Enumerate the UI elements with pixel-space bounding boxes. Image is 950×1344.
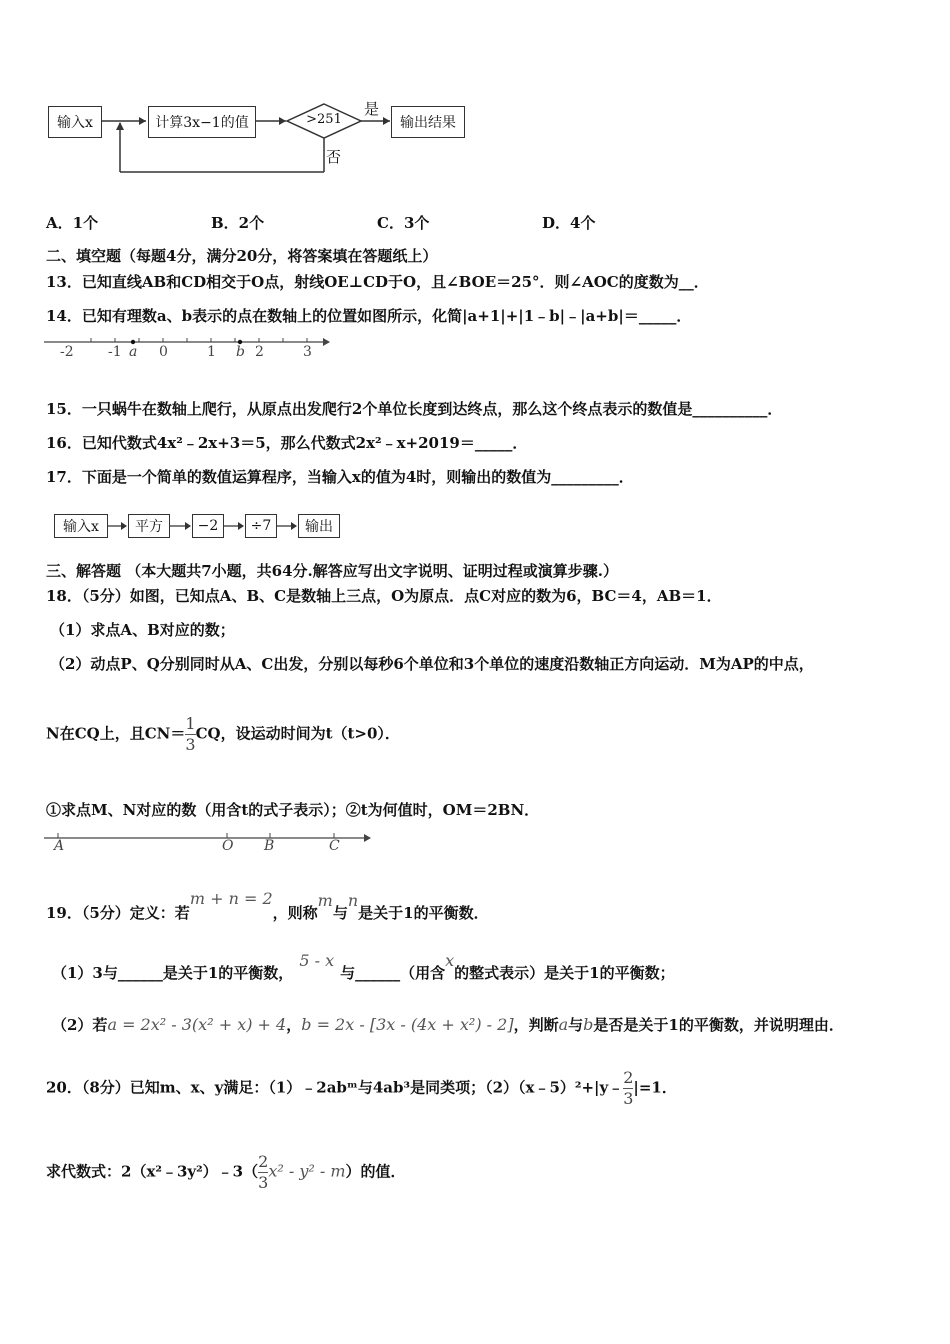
- question-13: 13．已知直线AB和CD相交于O点，射线OE⊥CD于O，且∠BOE＝25°．则∠AOC的度数为__．: [46, 273, 709, 291]
- point-A-label: A: [54, 838, 65, 854]
- expression-q20: x² - y² - m: [268, 1161, 346, 1181]
- fraction-two-thirds-2: $\frac{2}{3}$: [258, 1152, 269, 1192]
- question-18-part2: （2）动点P、Q分别同时从A、C出发，分别以每秒6个单位和3个单位的速度沿数轴正方向运动．M为AP的中点，: [50, 655, 814, 673]
- option-b[interactable]: B．2个: [211, 214, 265, 232]
- flow2-minus-box: −2: [192, 514, 224, 538]
- section-2-title: 二、填空题（每题4分，满分20分，将答案填在答题纸上）: [46, 247, 438, 265]
- flow-no-label: 否: [326, 148, 342, 166]
- expression-b: b = 2x - [3x - (4x + x²) - 2]: [301, 1015, 514, 1034]
- flow-input-box: 输入x: [48, 106, 102, 138]
- question-20-stem: 20．（8分）已知m、x、y满足：（1）﹣2abᵐ与4ab³是同类项；（2）（x﹣5）²+|y﹣ $\frac{2}{3}$ |=1．: [46, 1068, 677, 1108]
- tick-label: -1: [108, 344, 122, 360]
- flow2-input-box: 输入x: [54, 514, 108, 538]
- flow-output-box: 输出结果: [391, 106, 465, 138]
- point-b-label: b: [236, 344, 245, 360]
- tick-label: 1: [207, 344, 216, 360]
- fraction-one-third: $\frac{1}{3}$: [185, 714, 196, 754]
- flow-yes-label: 是: [364, 100, 380, 118]
- expression-a: a = 2x² - 3(x² + x) + 4: [107, 1015, 287, 1034]
- formula-m-plus-n: m + n = 2: [189, 889, 273, 908]
- tick-label: 2: [255, 344, 264, 360]
- number-line-2: [44, 832, 374, 858]
- tick-label: 0: [159, 344, 168, 360]
- point-O-label: O: [222, 838, 234, 854]
- question-18-part1: （1）求点A、B对应的数；: [50, 621, 235, 639]
- option-a[interactable]: A．1个: [46, 214, 99, 232]
- fraction-two-thirds: $\frac{2}{3}$: [623, 1068, 634, 1108]
- flow-compute-box: 计算3x−1的值: [148, 106, 256, 138]
- question-18-part3: ①求点M、N对应的数（用含t的式子表示）；②t为何值时，OM＝2BN．: [46, 801, 540, 819]
- question-15: 15．一只蜗牛在数轴上爬行，从原点出发爬行2个单位长度到达终点，那么这个终点表示的数值是__________．: [46, 400, 783, 418]
- question-16: 16．已知代数式4x²﹣2x+3＝5，那么代数式2x²﹣x+2019＝_____．: [46, 434, 528, 452]
- section-3-title: 三、解答题 （本大题共7小题，共64分.解答应写出文字说明、证明过程或演算步骤.）: [46, 562, 618, 580]
- question-18-part2b: N在CQ上，且CN＝ $\frac{1}{3}$ CQ，设运动时间为t（t>0）．: [46, 714, 400, 754]
- flow2-arrows: [100, 515, 310, 539]
- flow-condition: >251: [306, 112, 342, 127]
- point-a-label: a: [129, 344, 138, 360]
- question-18-stem: 18．（5分）如图，已知点A、B、C是数轴上三点，O为原点．点C对应的数为6，BC＝4，AB＝1．: [46, 587, 722, 605]
- option-d[interactable]: D．4个: [542, 214, 596, 232]
- flow2-square-box: 平方: [128, 514, 170, 538]
- point-B-label: B: [264, 838, 275, 854]
- question-20-ask: 求代数式：2（x²﹣3y²）﹣3（ $\frac{2}{3}$ x² - y² - m）的值．: [46, 1152, 406, 1192]
- question-17: 17．下面是一个简单的数值运算程序，当输入x的值为4时，则输出的数值为_________．: [46, 468, 634, 486]
- flow2-output-box: 输出: [298, 514, 340, 538]
- number-line-1: [44, 336, 334, 366]
- question-19-part1: （1）3与______是关于1的平衡数，5 - x与______（用含x的整式表示）是关于1的平衡数；: [52, 951, 675, 982]
- option-c[interactable]: C．3个: [377, 214, 430, 232]
- flow2-divide-box: ÷7: [245, 514, 277, 538]
- point-C-label: C: [329, 838, 340, 854]
- question-19-part2: （2）若a = 2x² - 3(x² + x) + 4，b = 2x - [3x - (4x + x²) - 2]，判断a与b是否是关于1的平衡数，并说明理由．: [52, 1015, 844, 1034]
- question-19-stem: 19．（5分）定义：若m + n = 2，则称m与n是关于1的平衡数．: [46, 889, 489, 922]
- tick-label: -2: [60, 344, 74, 360]
- tick-label: 3: [303, 344, 312, 360]
- question-14: 14．已知有理数a、b表示的点在数轴上的位置如图所示，化简|a+1|+|1﹣b|﹣|a+b|＝_____．: [46, 307, 692, 325]
